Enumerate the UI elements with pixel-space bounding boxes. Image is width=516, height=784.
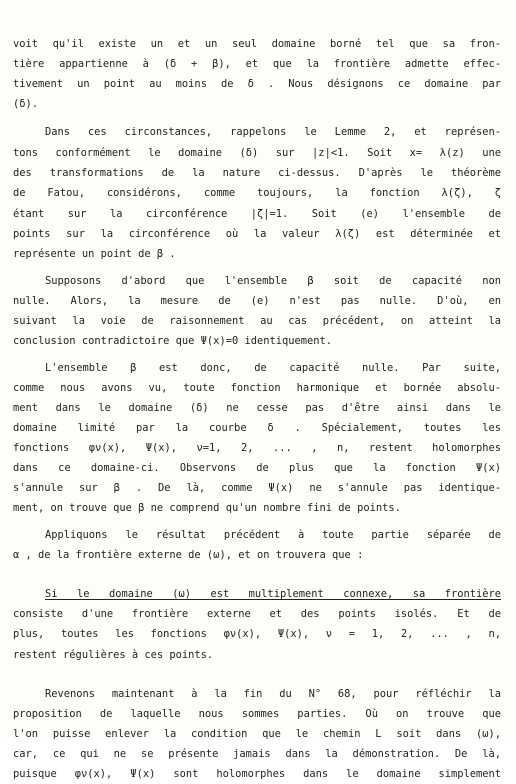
text-line: comme nous avons vu, toute fonction harmonique et bornée absolu- (13, 382, 501, 394)
text-line: représente un point de β . (13, 248, 176, 260)
text-line: fonctions φν(x), Ψ(x), ν=1, 2, ... , n, restent holomorphes (13, 442, 501, 454)
text-line: Si le domaine (ω) est multiplement connexe, sa frontière (45, 588, 501, 600)
text-line: s'annule sur β . De là, comme Ψ(x) ne s'annule pas identique- (13, 482, 501, 494)
text-line: tière appartienne à (δ + β), et que la frontière admette effec- (13, 58, 501, 70)
text-line: ment, on trouve que β ne comprend qu'un nombre fini de points. (13, 502, 401, 514)
text-line: conclusion contradictoire que Ψ(x)=0 identiquement. (13, 335, 333, 347)
text-line: proposition de laquelle nous sommes parties. Où on trouve que (13, 708, 501, 720)
text-line: Revenons maintenant à la fin du N° 68, pour réfléchir la (45, 688, 501, 700)
text-line: α , de la frontière externe de (ω), et on trouvera que : (13, 549, 364, 561)
text-line: consiste d'une frontière externe et des points isolés. Et de (13, 608, 501, 620)
text-line: voit qu'il existe un et un seul domaine borné tel que sa fron- (13, 38, 501, 50)
text-line: tivement un point au moins de δ . Nous désignons ce domaine par (13, 78, 501, 90)
text-line: domaine limité par la courbe δ . Spécialement, toutes les (13, 422, 501, 434)
text-line: Supposons d'abord que l'ensemble β soit de capacité non (45, 275, 501, 287)
text-line: restent régulières à ces points. (13, 649, 214, 661)
text-line: nulle. Alors, la mesure de (e) n'est pas nulle. D'où, en (13, 295, 501, 307)
text-line: Dans ces circonstances, rappelons le Lemme 2, et représen- (45, 126, 501, 138)
text-line: l'on puisse enlever la condition que le chemin L soit dans (ω), (13, 728, 501, 740)
text-line: puisque φν(x), Ψ(x) sont holomorphes dans le domaine simplement (13, 768, 501, 780)
text-line: points sur la circonférence où la valeur λ(ζ) est déterminée et (13, 228, 501, 240)
text-line: ment dans le domaine (δ) ne cesse pas d'être ainsi dans le (13, 402, 501, 414)
text-line: Appliquons le résultat précédent à toute partie séparée de (45, 529, 501, 541)
text-line: car, ce qui ne se présente jamais dans la démonstration. De là, (13, 748, 501, 760)
text-line: des transformations de la nature ci-dessus. D'après le théorème (13, 167, 501, 179)
text-line: de Fatou, considérons, comme toujours, la fonction λ(ζ), ζ (13, 187, 501, 199)
text-line: étant sur la circonférence |ζ|=1. Soit (e) l'ensemble de (13, 208, 501, 220)
text-line: suivant la voie de raisonnement au cas précédent, on atteint la (13, 315, 501, 327)
text-line: tons conformément le domaine (δ) sur |z|<1. Soit x= λ(z) une (13, 147, 501, 159)
text-line: dans ce domaine-ci. Observons de plus que la fonction Ψ(x) (13, 462, 501, 474)
text-line: L'ensemble β est donc, de capacité nulle. Par suite, (45, 362, 501, 374)
text-line: plus, toutes les fonctions φν(x), Ψ(x), ν = 1, 2, ... , n, (13, 628, 501, 640)
text-line: (δ). (13, 98, 39, 110)
